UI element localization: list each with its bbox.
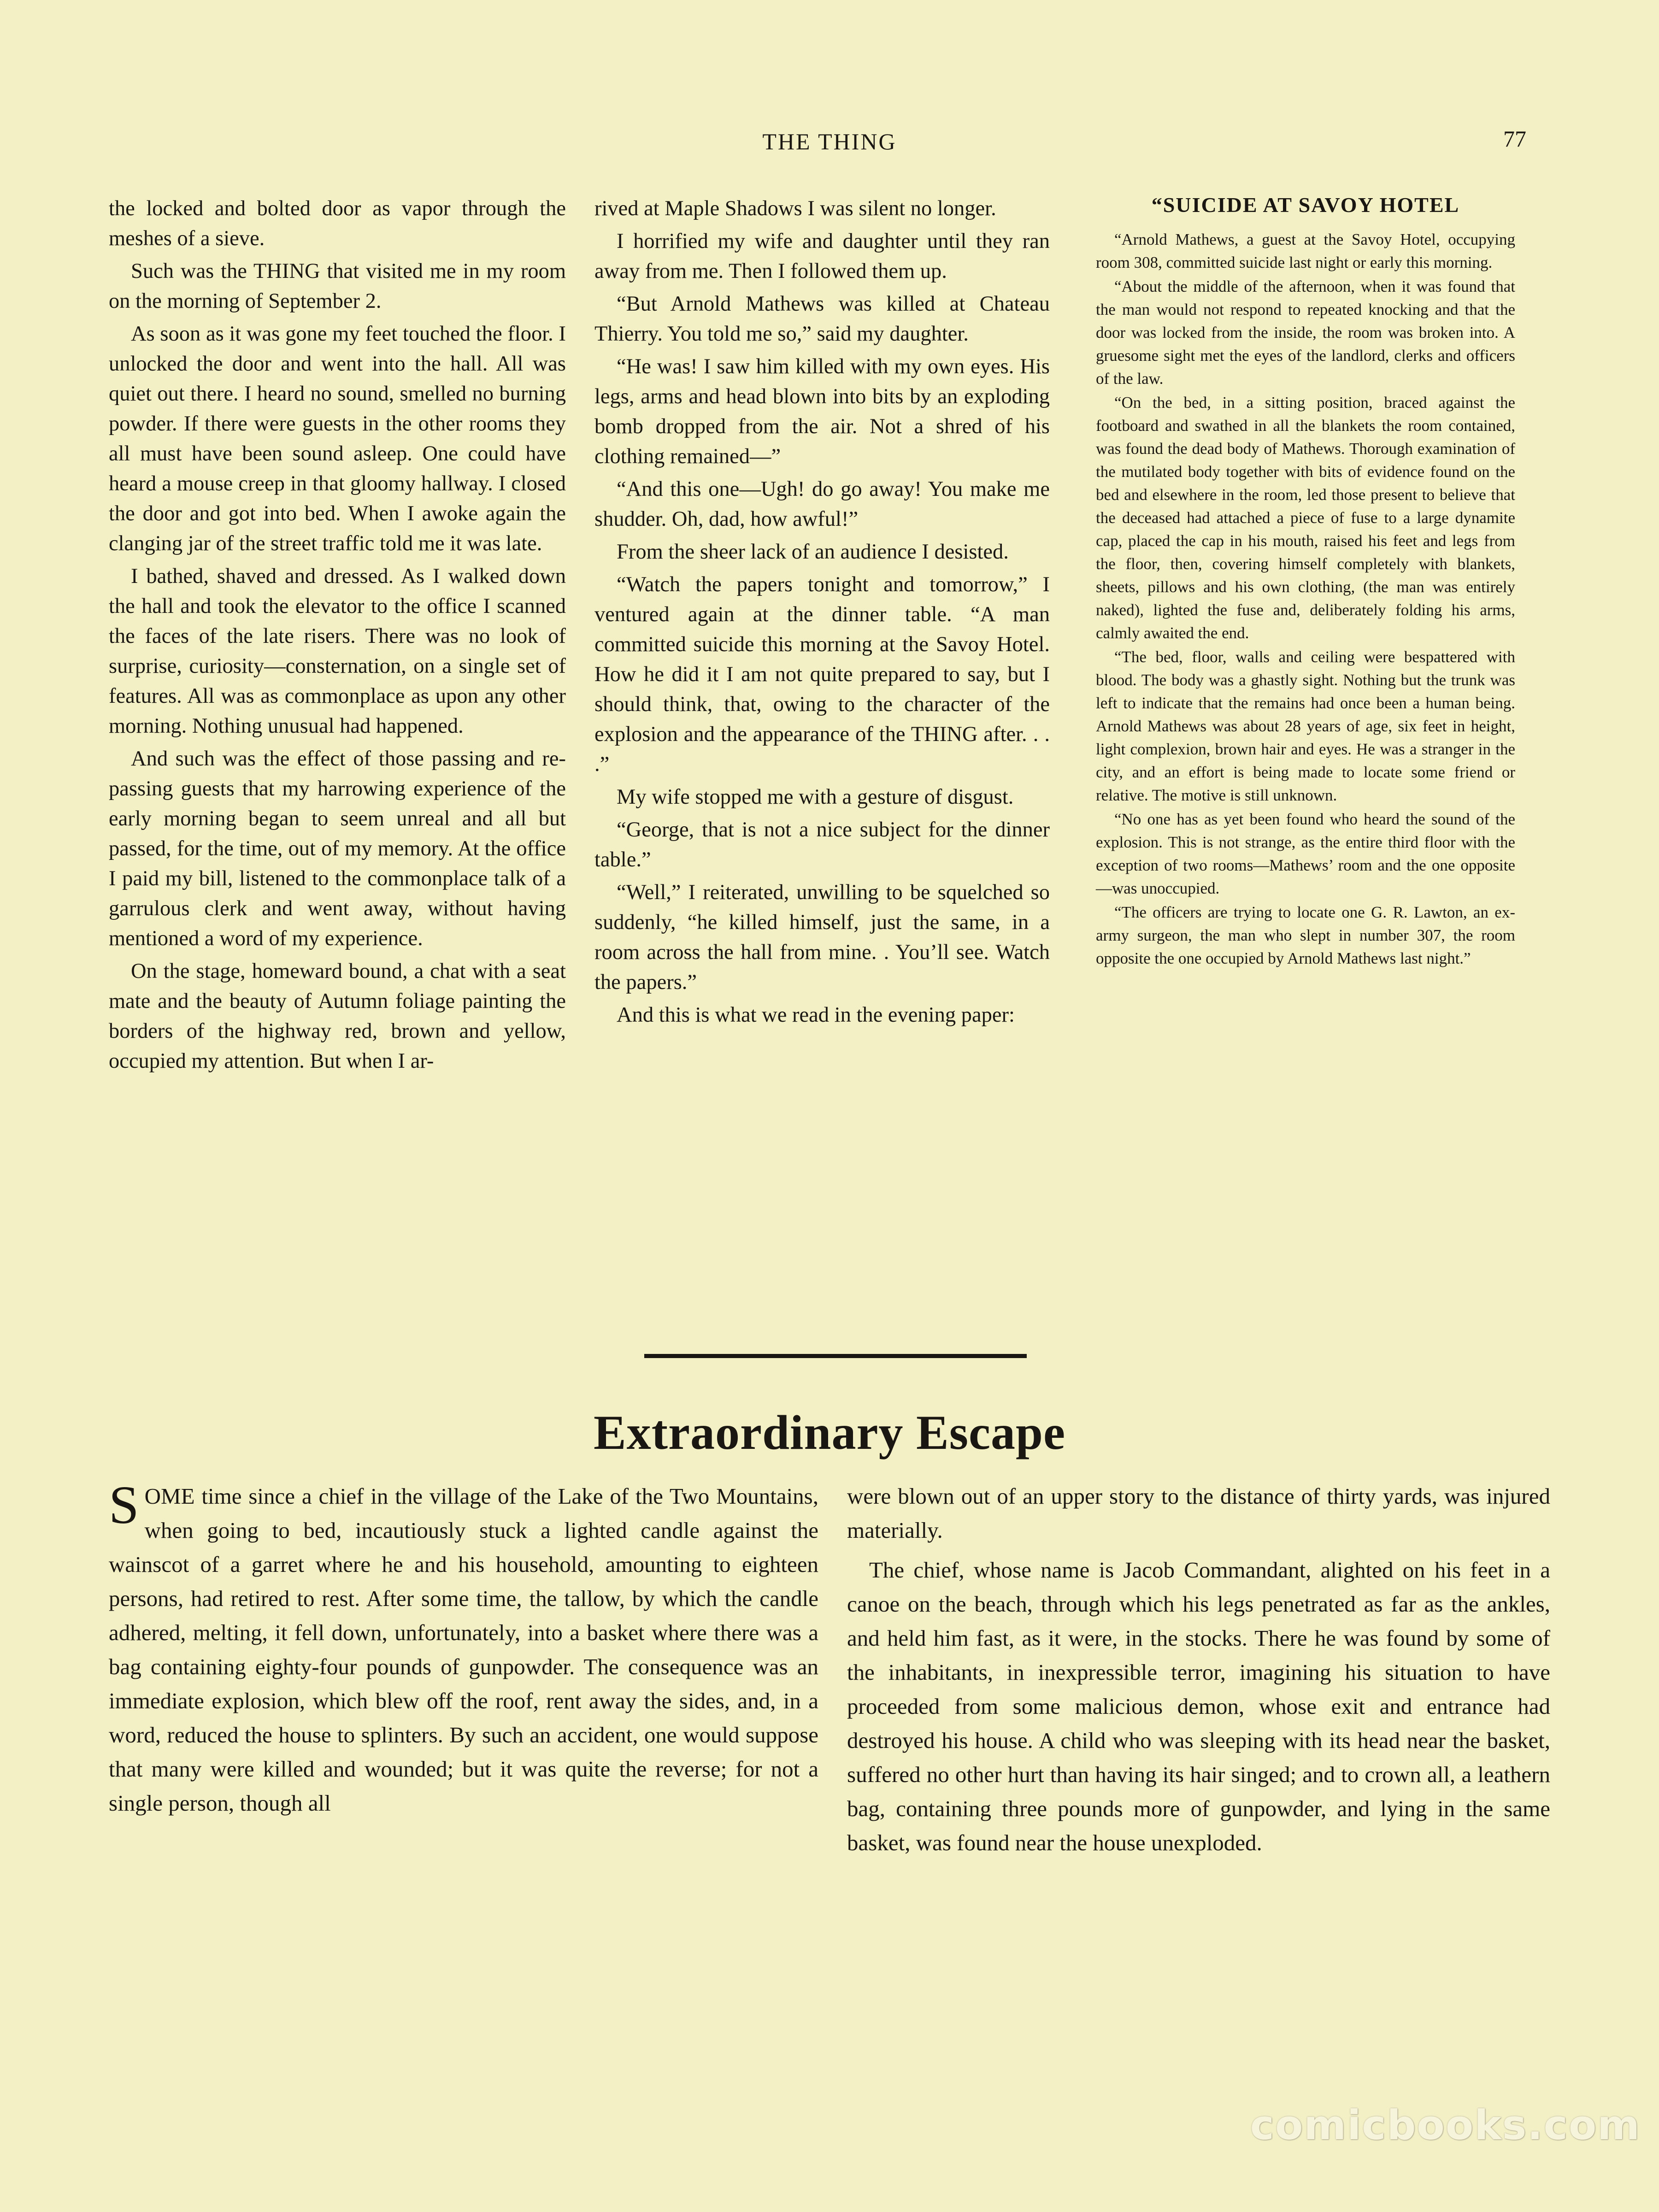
story-column-1 [109, 194, 566, 1079]
paragraph: On the stage, homeward bound, a chat with a seat mate and the beauty of Autumn foliage painting the borders of the highway red, brown and yellow, occupied my attention. But when I ar- [109, 959, 566, 1073]
paragraph [109, 1475, 818, 1820]
paragraph: “Watch the papers tonight and tomorrow,” I ventured again at the dinner table. “A man committed suicide this morning at the Savoy Hotel. How he did it I am not quite prepared to say, but I should think, that, owing to the character of the explosion and the appearance of the THING after. . . .” [594, 573, 1050, 776]
newspaper-clipping [1096, 191, 1515, 971]
paragraph: As soon as it was gone my feet touched the floor. I unlocked the door and went into the hall. All was quiet out there. I heard no sound, smelled no burning powder. If there were guests in the other rooms they all must have been sound asleep. One could have heard a mouse creep in that gloomy hallway. I closed the door and got into bed. When I awoke again the clanging jar of the street traffic told me it was late. [109, 322, 566, 555]
paragraph: “But Arnold Mathews was killed at Chateau Thierry. You told me so,” said my daughter. [594, 292, 1050, 346]
paragraph: I bathed, shaved and dressed. As I walked down the hall and took the elevator to the office I scanned the faces of the late risers. There was no look of surprise, curiosity—consternation, on a single set of features. All was as commonplace as upon any other morning. Nothing unusual had happened. [109, 565, 566, 738]
paragraph: “Well,” I reiterated, unwilling to be squelched so suddenly, “he killed himself, just the same, in a room across the hall from mine. . You’ll see. Watch the papers.” [594, 881, 1050, 994]
paragraph: “The officers are trying to locate one G. R. Lawton, an ex-army surgeon, the man who slept in number 307, the room opposite the one occupied by Arnold Mathews last night.” [1096, 903, 1515, 967]
paragraph: rived at Maple Shadows I was silent no longer. [594, 197, 996, 220]
paragraph: The chief, whose name is Jacob Commandant, alighted on his feet in a canoe on the beach, through which his legs penetrated as far as the ankles, and held him fast, as it were, in the stocks. There he was found by some of the inhabitants, in inexpressible terror, imagining his situation to have proceeded from some malicious demon, whose exit and entrance had destroyed his house. A child who was sleeping with its head near the basket, suffered no other hurt than having its hair singed; and to crown all, a leathern bag, containing three pounds more of gunpowder, and lying in the same basket, was found near the house unexploded. [847, 1557, 1550, 1855]
article-column-2 [847, 1479, 1550, 1865]
paragraph-text: OME time since a chief in the village of the Lake of the Two Mountains, when going to bed, incautiously stuck a lighted candle against the wainscot of a garret where he and his household, amounting to eighteen persons, had retired to rest. After some time, the tallow, by which the candle adhered, melting, it fell down, unfortunately, into a basket where there was a bag containing eighty-four pounds of gunpowder. The consequence was an immediate explosion, which blew off the roof, rent away the sides, and, in a word, reduced the house to splinters. By such an accident, one would suppose that many were killed and wounded; but it was quite the reverse; for not a single person, though all [109, 1483, 818, 1816]
paragraph: “He was! I saw him killed with my own eyes. His legs, arms and head blown into bits by an exploding bomb dropped from the air. Not a shred of his clothing remained—” [594, 355, 1050, 468]
paragraph: “On the bed, in a sitting position, braced against the footboard and swathed in all the blankets the room contained, was found the dead body of Mathews. Thorough examination of the mutilated body together with bits of evidence found on the bed and elsewhere in the room, led those present to believe that the deceased had attached a piece of fuse to a large dynamite cap, placed the cap in his mouth, raised his feet and legs from the floor, then, covering himself completely with blankets, sheets, pillows and his own clothing, (the man was entirely naked), lighted the fuse and, deliberately folding his arms, calmly awaited the end. [1096, 394, 1515, 642]
paragraph: Such was the THING that visited me in my room on the morning of September 2. [109, 259, 566, 313]
section-divider [644, 1354, 1027, 1358]
paragraph: And this is what we read in the evening paper: [617, 1003, 1015, 1027]
paragraph: “And this one—Ugh! do go away! You make me shudder. Oh, dad, how awful!” [594, 477, 1050, 531]
paragraph: My wife stopped me with a gesture of disgust. [617, 785, 1014, 809]
paragraph: “The bed, floor, walls and ceiling were bespattered with blood. The body was a ghastly sight. Nothing but the trunk was left to indicate that the remains had once been a human being. Arnold Mathews was about 28 years of age, six feet in height, light complexion, brown hair and eyes. He was a stranger in the city, and an effort is being made to locate some friend or relative. The motive is still unknown. [1096, 648, 1515, 804]
paragraph: From the sheer lack of an audience I desisted. [617, 540, 1009, 564]
paragraph: And such was the effect of those passing and re-passing guests that my harrowing experience of the early morning began to seem unreal and all but passed, for the time, out of my memory. At the office I paid my bill, listened to the commonplace talk of a garrulous clerk and went away, without having mentioned a word of my experience. [109, 747, 566, 950]
article-column-1 [109, 1475, 818, 1826]
clipping-headline: “SUICIDE AT SAVOY HOTEL [1151, 193, 1460, 217]
paragraph: “Arnold Mathews, a guest at the Savoy Hotel, occupying room 308, committed suicide last night or early this morning. [1096, 230, 1515, 271]
story-column-2 [594, 194, 1050, 1033]
paragraph: were blown out of an upper story to the distance of thirty yards, was injured materially. [847, 1483, 1550, 1543]
paragraph: the locked and bolted door as vapor through the meshes of a sieve. [109, 197, 566, 250]
paragraph: “About the middle of the afternoon, when it was found that the man would not respond to repeated knocking and that the door was locked from the inside, the room was broken into. A gruesome sight met the eyes of the landlord, clerks and officers of the law. [1096, 277, 1515, 388]
article-title: Extraordinary Escape [594, 1406, 1065, 1459]
paragraph: “George, that is not a nice subject for the dinner table.” [594, 818, 1050, 871]
page-number: 77 [1503, 126, 1526, 152]
drop-cap: S [109, 1475, 139, 1535]
watermark-logo: comicbooks.com [1250, 2101, 1641, 2149]
paragraph: “No one has as yet been found who heard the sound of the explosion. This is not strange, as the entire third floor with the exception of two rooms—Mathews’ room and the one opposite—was unoccupied. [1096, 810, 1515, 897]
paragraph: I horrified my wife and daughter until they ran away from me. Then I followed them up. [594, 229, 1050, 283]
running-title: THE THING [762, 129, 897, 154]
